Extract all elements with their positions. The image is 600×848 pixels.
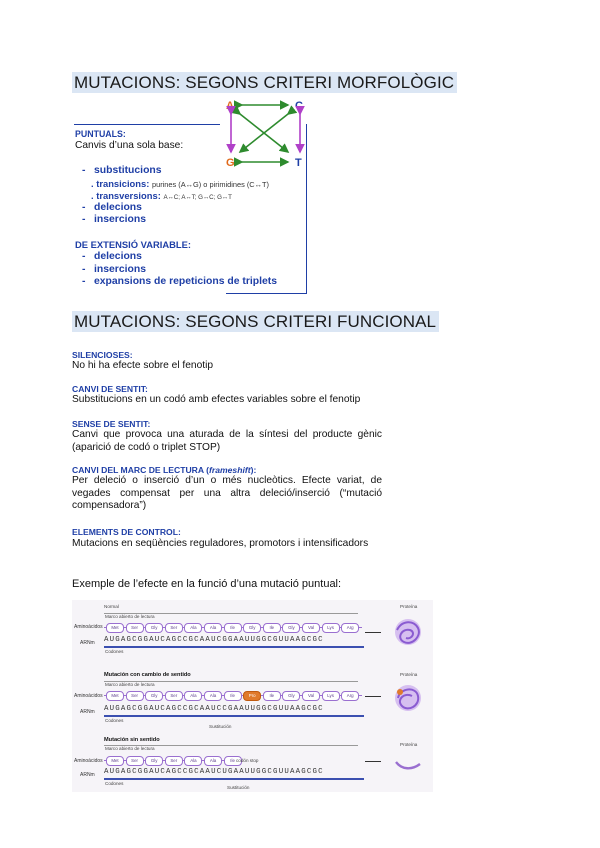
amino-acid-bead: Ile xyxy=(224,623,242,633)
panel2-arrow xyxy=(365,696,381,697)
amino-acid-bead: Lys xyxy=(322,691,340,701)
panel3-aa-chain xyxy=(104,754,234,766)
panel3-left-aa: Aminoácidos xyxy=(74,758,103,764)
transicions-prefix: . transicions: xyxy=(91,178,150,189)
amino-acid-bead: Ile xyxy=(263,691,281,701)
panel2-codons: Codones xyxy=(105,718,124,723)
panel2-frame-line xyxy=(104,681,358,682)
amino-acid-bead: Arg xyxy=(341,691,359,701)
amino-acid-bead: Ser xyxy=(165,756,183,766)
amino-acid-bead: Gly xyxy=(282,691,300,701)
amino-acid-bead: Val xyxy=(302,691,320,701)
mutation-figure xyxy=(72,600,433,792)
panel3-frame: Marco abierto de lectura xyxy=(105,746,155,751)
panel3-arrow xyxy=(365,761,381,762)
frameshift-heading-em: frameshift xyxy=(209,465,251,475)
amino-acid-bead: Ala xyxy=(204,691,222,701)
amino-acid-bead: Ile xyxy=(224,756,242,766)
panel3-seq: AUGAGCGGAUCAGCCGCAAUCUGAAUUGGCGUUAAGCGC xyxy=(104,768,324,776)
bullet-dash: - xyxy=(82,165,86,176)
panel2-left-mrna: ARNm xyxy=(80,709,95,715)
example-caption: Exemple de l’efecte en la funció d’una mutació puntual: xyxy=(72,578,342,590)
amino-acid-bead: Ser xyxy=(126,756,144,766)
panel3-mut-label: Sustitución xyxy=(227,785,250,790)
puntuals-top-rule xyxy=(74,124,220,125)
panel1-frame: Marco abierto de lectura xyxy=(105,614,155,619)
delecions-label: delecions xyxy=(94,202,142,213)
panel2-right: Proteína xyxy=(400,672,418,677)
variable-item: delecions xyxy=(94,251,142,262)
panel3-protein-icon xyxy=(394,758,424,772)
amino-acid-bead: Gly xyxy=(145,691,163,701)
frameshift-heading-post: ): xyxy=(250,465,257,475)
panel3-codons: Codones xyxy=(105,781,124,786)
panel1-title: Normal xyxy=(104,604,119,609)
bullet-dash: - xyxy=(82,214,86,225)
bullet-dash: - xyxy=(82,202,86,213)
amino-acid-bead: Lys xyxy=(322,623,340,633)
panel1-seq: AUGAGCGGAUCAGCCGCAAUCGGAAUUGGCGUUAAGCGC xyxy=(104,636,324,644)
amino-acid-bead: Arg xyxy=(341,623,359,633)
panel1-protein-icon xyxy=(388,612,428,652)
variable-item-dash: - xyxy=(82,276,86,287)
amino-acid-bead: Ser xyxy=(165,691,183,701)
panel2-protein-icon xyxy=(388,678,428,718)
panel1-codons: Codones xyxy=(105,649,124,654)
panel2-mrna-line xyxy=(104,715,364,717)
transversions-text: A↔C; A↔T; G↔C; G↔T xyxy=(163,194,232,201)
variable-item: expansions de repeticions de triplets xyxy=(94,276,278,287)
elements-control-text: Mutacions en seqüències reguladores, promotors i intensificadors xyxy=(72,538,369,549)
amino-acid-bead: Val xyxy=(302,623,320,633)
amino-acid-bead: Ile xyxy=(224,691,242,701)
frameshift-text: Per deleció o inserció d’un o més nucleòtics. Efecte variat, de vegades compensat per una altra deleció/inserció (“mutació compensadora”) xyxy=(72,475,382,512)
amino-acid-bead: Gly xyxy=(145,623,163,633)
amino-acid-bead: Gly xyxy=(145,756,163,766)
panel1-right: Proteína xyxy=(400,604,418,609)
panel3-mrna-line xyxy=(104,778,364,780)
sense-sentit-text: Canvi que provoca una aturada de la síntesi del producte gènic (aparició de codó o triplet STOP) xyxy=(72,429,382,453)
insercions-label: insercions xyxy=(94,214,146,225)
variable-item: insercions xyxy=(94,264,146,275)
amino-acid-bead: Ala xyxy=(204,756,222,766)
panel2-mut-label: Sustitución xyxy=(209,724,232,729)
transversions-prefix: . transversions: xyxy=(91,190,161,201)
amino-acid-bead: Ala xyxy=(184,623,202,633)
panel3-title: Mutación sin sentido xyxy=(104,737,160,743)
amino-acid-bead: Gly xyxy=(243,623,261,633)
amino-acid-bead: Ala xyxy=(184,691,202,701)
elements-control-heading: ELEMENTS DE CONTROL: xyxy=(72,527,181,537)
canvi-sentit-heading: CANVI DE SENTIT: xyxy=(72,384,148,394)
canvi-sentit-text: Substitucions en un codó amb efectes variables sobre el fenotip xyxy=(72,394,361,405)
amino-acid-bead: Ile xyxy=(263,623,281,633)
amino-acid-bead: Ser xyxy=(165,623,183,633)
amino-acid-bead: Met xyxy=(106,691,124,701)
variable-item-dash: - xyxy=(82,251,86,262)
panel1-frame-line xyxy=(104,613,358,614)
panel2-aa-chain xyxy=(104,689,362,701)
silencioses-heading: SILENCIOSES: xyxy=(72,350,133,360)
base-a: A xyxy=(226,100,234,112)
base-c: C xyxy=(295,100,303,112)
panel1-mrna-line xyxy=(104,646,364,648)
panel2-title: Mutación con cambio de sentido xyxy=(104,672,191,678)
frameshift-heading-pre: CANVI DEL MARC DE LECTURA ( xyxy=(72,465,210,475)
transversions-line xyxy=(91,190,232,201)
amino-acid-bead: Ala xyxy=(184,756,202,766)
panel3-stop-label: codón stop xyxy=(236,758,259,763)
sense-sentit-heading: SENSE DE SENTIT: xyxy=(72,419,151,429)
panel2-left-aa: Aminoácidos xyxy=(74,693,103,699)
base-g: G xyxy=(226,157,235,168)
puntuals-heading: PUNTUALS: xyxy=(75,129,126,139)
panel3-frame-line xyxy=(104,745,358,746)
variable-heading: DE EXTENSIÓ VARIABLE: xyxy=(75,239,191,250)
section2-title: MUTACIONS: SEGONS CRITERI FUNCIONAL xyxy=(72,311,439,332)
section1-title: MUTACIONS: SEGONS CRITERI MORFOLÒGIC xyxy=(72,72,457,93)
box-right-rule xyxy=(306,124,307,294)
panel3-right: Proteína xyxy=(400,742,418,747)
panel3-left-mrna: ARNm xyxy=(80,772,95,778)
panel1-left-mrna: ARNm xyxy=(80,640,95,646)
amino-acid-bead: Pro xyxy=(243,691,261,701)
amino-acid-bead: Ser xyxy=(126,623,144,633)
panel2-seq: AUGAGCGGAUCAGCCGCAAUCCGAAUUGGCGUUAAGCGC xyxy=(104,705,324,713)
puntuals-sub: Canvis d’una sola base: xyxy=(75,140,184,151)
amino-acid-bead: Gly xyxy=(282,623,300,633)
amino-acid-bead: Ala xyxy=(204,623,222,633)
amino-acid-bead: Met xyxy=(106,756,124,766)
transicions-line xyxy=(91,178,269,189)
transicions-text: purines (A↔G) o pirimidines (C↔T) xyxy=(151,180,270,189)
box-bottom-rule xyxy=(226,293,307,294)
variable-item-dash: - xyxy=(82,264,86,275)
base-t: T xyxy=(295,157,302,168)
amino-acid-bead: Met xyxy=(106,623,124,633)
panel1-aa-chain xyxy=(104,621,362,633)
amino-acid-bead: Ser xyxy=(126,691,144,701)
panel2-frame: Marco abierto de lectura xyxy=(105,682,155,687)
silencioses-text: No hi ha efecte sobre el fenotip xyxy=(72,360,214,371)
panel1-left-aa: Aminoácidos xyxy=(74,624,103,630)
panel1-arrow xyxy=(365,632,381,633)
frameshift-heading xyxy=(72,465,256,475)
substitucions-label: substitucions xyxy=(94,165,162,176)
transition-transversion-diagram xyxy=(222,96,312,168)
